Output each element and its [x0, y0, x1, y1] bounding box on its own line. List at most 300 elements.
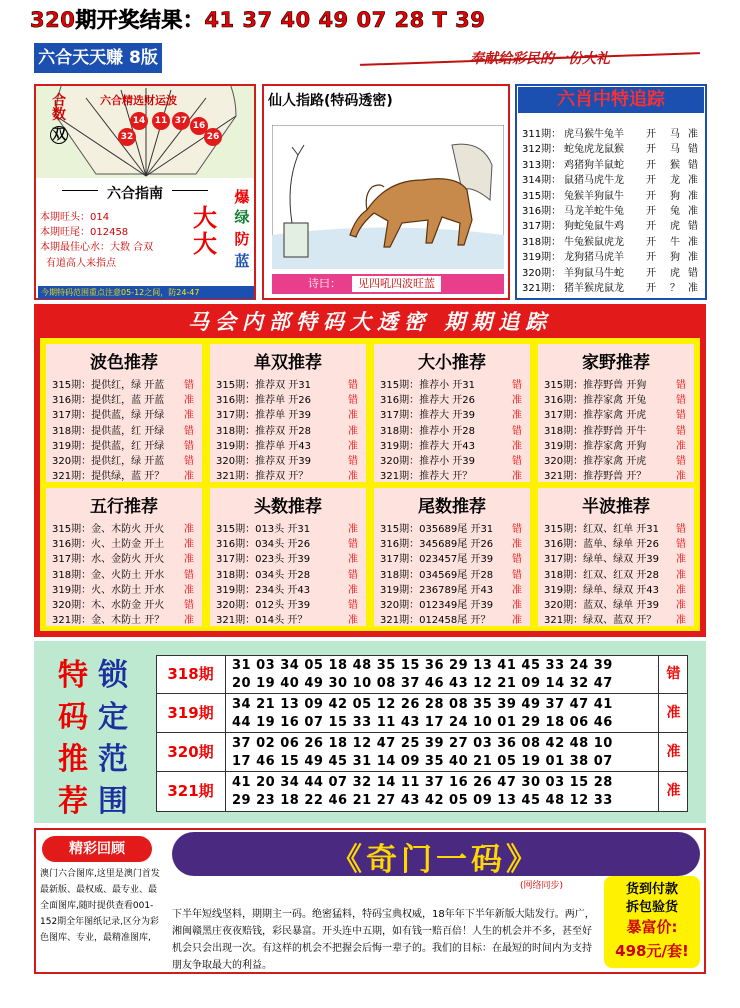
six-zodiac-cell: 315期：	[522, 190, 562, 202]
card-title: 五行推荐	[90, 497, 158, 517]
six-zodiac-cell: 马	[670, 129, 680, 140]
card-row-result: 准	[676, 615, 686, 627]
six-zodiac-row	[522, 125, 704, 140]
card-row-result: 准	[184, 554, 194, 566]
card-row	[544, 596, 694, 611]
card-row-text: 319期：234头 开43	[216, 584, 311, 596]
lock-numbers: 41 20 34 44 07 32 14 11 37 16 26 47 30 03 15 28	[232, 775, 613, 790]
card-row-text: 319期：火、水防土 开水	[52, 584, 165, 596]
card-title: 单双推荐	[254, 353, 322, 373]
lock-char: 范	[98, 742, 128, 777]
card-row	[216, 535, 366, 550]
card-row-text: 321期：012458尾 开？	[380, 615, 491, 627]
card-row	[544, 437, 694, 452]
card-row-result: 错	[512, 425, 522, 437]
card-row	[52, 376, 202, 391]
card-row-text: 318期：推荐野兽 开牛	[544, 425, 647, 437]
card-row	[544, 406, 694, 421]
card-row	[216, 596, 366, 611]
lock-numbers: 17 46 15 49 45 31 14 09 35 40 21 05 19 01 38 07	[232, 754, 613, 769]
lock-char: 特	[58, 658, 88, 693]
fan-ball: 16	[190, 117, 208, 135]
card-row	[544, 581, 694, 596]
six-zodiac-cell: 开	[646, 252, 656, 264]
six-zodiac-cell: 准	[688, 129, 698, 140]
lock-numbers: 37 02 06 26 18 12 47 25 39 27 03 36 08 42 48 10	[232, 736, 613, 751]
card-row-result: 错	[348, 380, 358, 391]
card-row	[52, 566, 202, 581]
recommend-card	[538, 344, 694, 482]
cod-line: 货到付款	[625, 882, 678, 897]
card-row-result: 准	[512, 410, 522, 422]
card-row-text: 315期：提供红，绿 开蓝	[52, 380, 165, 391]
fan-title: 六合精选财运波	[100, 94, 177, 107]
card-row-text: 315期：推荐野兽 开狗	[544, 380, 647, 391]
big-character	[190, 205, 220, 257]
card-row-result: 错	[348, 600, 358, 611]
lock-result: 准	[658, 733, 688, 772]
lock-result: 准	[658, 694, 688, 733]
card-row-text: 315期：推荐小 开31	[380, 380, 475, 391]
price-label: 暴富价:	[626, 918, 678, 936]
card-row-text: 321期：014头 开？	[216, 615, 308, 627]
six-zodiac-cell: 兔	[670, 206, 680, 217]
card-row-result: 错	[512, 569, 522, 581]
six-zodiac-cell: 马龙羊蛇牛兔	[564, 206, 624, 217]
poem-text: 见四吼四波旺蓝	[352, 276, 441, 292]
card-row-text: 316期：火、土防金 开土	[52, 539, 165, 551]
card-row-result: 错	[676, 456, 686, 467]
six-zodiac-title: 六肖中特追踪	[518, 87, 704, 113]
side-char: 爆	[234, 188, 250, 206]
card-row	[52, 535, 202, 550]
card-row-text: 320期：木、水防金 开火	[52, 600, 165, 611]
card-row-result: 准	[512, 615, 522, 627]
horse-illustration	[272, 125, 504, 269]
six-zodiac-cell: 虎马猴牛兔羊	[564, 129, 624, 140]
card-row-text: 321期：推荐大 开？	[380, 471, 473, 483]
card-row-result: 准	[676, 600, 686, 611]
card-row-result: 错	[184, 569, 194, 581]
card-row	[216, 452, 366, 467]
card-row	[52, 422, 202, 437]
card-row	[380, 422, 530, 437]
card-row-result: 准	[348, 471, 358, 483]
six-zodiac-row	[522, 279, 704, 294]
card-title: 半波推荐	[582, 497, 650, 517]
card-row-result: 准	[676, 554, 686, 566]
card-row-result: 错	[184, 600, 194, 611]
six-zodiac-cell: 313期：	[522, 159, 562, 171]
six-zodiac-cell: 龙	[670, 175, 680, 187]
lock-row	[156, 694, 688, 733]
guide-note: 今期特码范围重点注意05-12之间，防24-47	[38, 286, 254, 299]
six-zodiac-cell: 312期：	[522, 144, 562, 156]
card-row	[380, 596, 530, 611]
horse-icon	[272, 125, 504, 269]
card-row-text: 320期：推荐小 开39	[380, 456, 475, 467]
six-zodiac-cell: 准	[688, 175, 698, 187]
card-row-result: 错	[184, 440, 194, 452]
guide-row: 有道高人来指点	[46, 258, 116, 269]
six-zodiac-cell: 龙狗猪马虎羊	[564, 252, 624, 264]
card-row-result: 准	[184, 395, 194, 407]
review-text: 澳门六合图库,这里是澳门首发最新版、最权威、最专业、最全面图库,随时提供查看001-152期全年图纸记录,区分为彩色图库、专业，最精准图库,	[40, 869, 160, 943]
card-row-text: 320期：012头 开39	[216, 600, 311, 611]
card-row-text: 318期：推荐双 开28	[216, 425, 311, 437]
card-row-text: 319期：推荐单 开43	[216, 440, 311, 452]
six-zodiac-row	[522, 217, 704, 232]
recommend-card	[374, 488, 530, 626]
inner-title: 马会内部特码大透密 期期追踪	[187, 309, 553, 334]
card-title: 头数推荐	[254, 497, 322, 517]
card-row	[544, 535, 694, 550]
card-row-text: 317期：水、金防火 开火	[52, 554, 165, 566]
lock-period: 321期	[156, 772, 226, 811]
lock-char: 荐	[58, 784, 88, 819]
card-row	[216, 611, 366, 626]
qimen-sync: (网络同步)	[520, 881, 564, 891]
card-row	[216, 376, 366, 391]
card-row-result: 错	[184, 380, 194, 391]
card-row-text: 316期：345689尾 开26	[380, 539, 494, 551]
six-zodiac-row	[522, 264, 704, 279]
results-header	[0, 0, 740, 34]
card-row-result: 准	[676, 584, 686, 596]
six-zodiac-cell: 猴	[670, 159, 680, 171]
card-row-result: 错	[676, 380, 686, 391]
lock-result: 错	[658, 655, 688, 694]
card-row-text: 316期：推荐单 开26	[216, 395, 311, 407]
card-row-text: 315期：013头 开31	[216, 524, 311, 535]
six-zodiac-cell: 错	[688, 221, 698, 233]
card-row-result: 准	[184, 615, 194, 627]
six-zodiac-cell: 羊狗鼠马牛蛇	[564, 267, 624, 279]
card-row-text: 320期：提供红，绿 开蓝	[52, 456, 165, 467]
lock-numbers: 44 19 16 07 15 33 11 43 17 24 10 01 29 18 06 46	[232, 715, 613, 730]
card-row-result: 准	[184, 471, 194, 483]
card-row-text: 315期：推荐双 开31	[216, 380, 311, 391]
six-zodiac-cell: 开	[646, 206, 656, 217]
six-zodiac-cell: 牛兔猴鼠虎龙	[564, 236, 624, 248]
card-row	[216, 467, 366, 482]
six-zodiac-cell: 准	[688, 283, 698, 294]
six-zodiac-cell: 狗蛇兔鼠牛鸡	[564, 221, 624, 233]
recommend-card	[538, 488, 694, 626]
card-row	[52, 520, 202, 535]
fairy-title: 仙人指路(特码透密)	[268, 93, 393, 109]
lock-numbers: 20 19 40 49 30 10 08 37 46 43 12 21 09 14 32 47	[232, 676, 613, 691]
card-row-result: 错	[348, 569, 358, 581]
card-row-text: 320期：推荐双 开39	[216, 456, 311, 467]
six-zodiac-cell: 鼠猪马虎牛龙	[564, 175, 624, 187]
card-title: 尾数推荐	[418, 497, 486, 517]
six-zodiac-cell: 开	[646, 190, 656, 202]
card-row-result: 准	[348, 584, 358, 596]
card-row-result: 错	[512, 380, 522, 391]
card-row	[380, 437, 530, 452]
review-badge: 精彩回顾	[42, 836, 152, 862]
card-row-result: 准	[348, 615, 358, 627]
card-row	[52, 611, 202, 626]
lock-char: 码	[58, 700, 88, 735]
side-char: 防	[234, 230, 250, 248]
recommend-card	[210, 344, 366, 482]
cod-line: 拆包验货	[625, 900, 678, 915]
card-row	[216, 391, 366, 406]
card-row-text: 320期：012349尾 开39	[380, 600, 494, 611]
card-row-result: 准	[676, 569, 686, 581]
recommend-card	[210, 488, 366, 626]
version-badge: 六合天天赚 8版	[34, 43, 162, 73]
six-zodiac-cell: 开	[646, 129, 656, 140]
fan-ball: 14	[130, 112, 148, 130]
card-row-text: 318期：提供蓝，红 开绿	[52, 425, 165, 437]
card-row	[216, 550, 366, 565]
six-zodiac-cell: 猪羊猴虎鼠龙	[564, 283, 624, 294]
card-row-text: 321期：金、木防土 开？	[52, 615, 165, 627]
card-row	[52, 406, 202, 421]
card-row-result: 准	[184, 539, 194, 551]
card-title: 大小推荐	[418, 353, 486, 373]
card-row-text: 317期：推荐单 开39	[216, 410, 311, 422]
six-zodiac-cell: 316期：	[522, 206, 562, 217]
card-row-result: 错	[348, 456, 358, 467]
six-zodiac-cell: 马	[670, 144, 680, 156]
six-zodiac-row	[522, 187, 704, 202]
card-row-text: 319期：推荐家禽 开狗	[544, 440, 647, 452]
card-row-result: 准	[184, 524, 194, 535]
guide-row: 本期旺头：014	[40, 212, 110, 223]
card-row-text: 317期：绿单、绿双 开39	[544, 554, 659, 566]
card-row-text: 316期：推荐大 开26	[380, 395, 475, 407]
slogan: 奉献给彩民的一份大礼	[470, 51, 610, 67]
six-zodiac-cell: 开	[646, 144, 656, 156]
lock-numbers: 34 21 13 09 42 05 12 26 28 08 35 39 49 37 47 41	[232, 697, 613, 712]
card-row-result: 准	[348, 410, 358, 422]
card-row	[216, 422, 366, 437]
six-zodiac-cell: 320期：	[522, 267, 562, 279]
card-row-text: 315期：红双、红单 开31	[544, 524, 659, 535]
lock-char: 推	[58, 742, 88, 777]
card-row-result: 准	[348, 425, 358, 437]
card-title: 家野推荐	[582, 353, 650, 373]
qimen-description: 下半年短线坚料，期期主一码。绝密猛料，特码宝典权威，18年年下半年新版大陆发行。两广，湘闽赣黑庄夜夜赔钱，彩民暴富。开头连中五期，如有钱一赔百倍！人生的机会并不多，甚至好机会只会出现一次。有这样的机会不把握会后悔一辈子的。我们的目标：在最短的时间内为支持朋友争取最大的利益。	[172, 909, 595, 971]
card-row	[544, 422, 694, 437]
lock-period: 318期	[156, 655, 226, 694]
six-zodiac-cell: 321期：	[522, 283, 562, 294]
results-line: 320期开奖结果：41 37 40 49 07 28 T 39	[30, 8, 486, 32]
lock-period: 320期	[156, 733, 226, 772]
six-zodiac-cell: 错	[688, 159, 698, 171]
six-zodiac-cell: 开	[646, 221, 656, 233]
six-zodiac-cell: 开	[646, 175, 656, 187]
card-row-result: 错	[512, 524, 522, 535]
recommend-card	[374, 344, 530, 482]
card-row-result: 错	[184, 456, 194, 467]
six-zodiac-cell: 开	[646, 236, 656, 248]
lock-row	[156, 733, 688, 772]
six-zodiac-cell: 准	[688, 236, 698, 248]
heshu-text: 合数	[52, 93, 66, 123]
card-row-text: 320期：蓝双、绿单 开39	[544, 600, 659, 611]
lock-numbers: 31 03 34 05 18 48 35 15 36 29 13 41 45 33 24 39	[232, 658, 613, 673]
card-row-text: 319期：236789尾 开43	[380, 584, 494, 596]
card-row	[216, 437, 366, 452]
six-zodiac-row	[522, 202, 704, 217]
six-zodiac-cell: 狗	[670, 252, 680, 264]
card-title: 波色推荐	[90, 353, 158, 373]
card-row-text: 321期：推荐双 开？	[216, 471, 309, 483]
card-row-result: 错	[676, 395, 686, 407]
card-row	[380, 535, 530, 550]
card-row-text: 319期：提供蓝，红 开绿	[52, 440, 165, 452]
card-row	[216, 520, 366, 535]
fan-ball: 26	[204, 128, 222, 146]
lock-char: 围	[98, 784, 128, 819]
card-row-result: 准	[512, 539, 522, 551]
card-row	[544, 520, 694, 535]
card-row-result: 错	[184, 425, 194, 437]
card-row-result: 错	[676, 410, 686, 422]
card-row-text: 320期：推荐家禽 开虎	[544, 456, 647, 467]
six-zodiac-cell: 319期：	[522, 252, 562, 264]
card-row	[380, 611, 530, 626]
card-row-text: 321期：提供绿，蓝 开？	[52, 471, 165, 483]
card-row-result: 准	[348, 440, 358, 452]
lock-result: 准	[658, 772, 688, 811]
side-char: 绿	[234, 208, 250, 226]
poem-bar	[272, 274, 504, 294]
card-row-text: 321期：推荐野兽 开？	[544, 471, 647, 483]
big-char: 大	[193, 204, 217, 232]
card-row-text: 317期：023457尾 开39	[380, 554, 494, 566]
six-zodiac-row	[522, 233, 704, 248]
six-zodiac-cell: 准	[688, 190, 698, 202]
card-row-text: 316期：蓝单、绿单 开26	[544, 539, 659, 551]
card-row	[544, 376, 694, 391]
price-value: 498元/套!	[615, 942, 689, 960]
heshu-sub: 双	[52, 127, 66, 143]
guide-row: 本期旺尾：012458	[40, 227, 129, 238]
card-row	[216, 566, 366, 581]
six-zodiac-cell: 准	[688, 206, 698, 217]
card-row	[52, 550, 202, 565]
lock-row	[156, 772, 688, 811]
card-row	[216, 406, 366, 421]
card-row	[380, 550, 530, 565]
side-char: 蓝	[234, 252, 250, 270]
six-zodiac-cell: 鸡猪狗羊鼠蛇	[564, 159, 624, 171]
lock-char: 定	[98, 700, 128, 735]
six-zodiac-cell: 开	[646, 159, 656, 171]
six-zodiac-cell: 兔猴羊狗鼠牛	[564, 190, 624, 202]
card-row-result: 错	[676, 524, 686, 535]
card-row	[380, 391, 530, 406]
card-row-result: 准	[676, 471, 686, 483]
card-row-result: 准	[348, 524, 358, 535]
card-row	[380, 452, 530, 467]
fan-ball: 11	[152, 112, 170, 130]
card-row	[52, 596, 202, 611]
card-row-text: 318期：034569尾 开28	[380, 569, 494, 581]
card-row	[52, 437, 202, 452]
qimen-title: 《奇门一码》	[331, 842, 541, 878]
fan-ball: 37	[172, 112, 190, 130]
card-row	[52, 581, 202, 596]
card-row-text: 316期：推荐家禽 开兔	[544, 395, 647, 407]
card-row	[544, 452, 694, 467]
card-row-text: 318期：红双、红双 开28	[544, 569, 659, 581]
card-row-text: 316期：提供红，蓝 开蓝	[52, 395, 165, 407]
six-zodiac-cell: 蛇兔虎龙鼠猴	[564, 144, 624, 156]
poem-label: 诗曰：	[308, 277, 341, 290]
card-row-result: 准	[184, 584, 194, 596]
card-row-result: 准	[512, 471, 522, 483]
six-zodiac-row	[522, 248, 704, 263]
recommend-card	[46, 344, 202, 482]
card-row-result: 错	[676, 539, 686, 551]
card-row-text: 317期：推荐大 开39	[380, 410, 475, 422]
card-row-result: 准	[512, 584, 522, 596]
six-zodiac-cell: 开	[646, 283, 656, 294]
card-row-text: 316期：034头 开26	[216, 539, 311, 551]
card-row-text: 317期：推荐家禽 开虎	[544, 410, 647, 422]
six-zodiac-cell: 准	[688, 252, 698, 264]
card-row	[380, 406, 530, 421]
lock-period: 319期	[156, 694, 226, 733]
card-row	[544, 566, 694, 581]
card-row	[216, 581, 366, 596]
six-zodiac-cell: 311期：	[522, 129, 562, 140]
card-row-result: 准	[512, 395, 522, 407]
card-row-result: 准	[184, 410, 194, 422]
card-row-text: 317期：提供蓝，绿 开绿	[52, 410, 165, 422]
six-zodiac-cell: 虎	[670, 267, 680, 279]
lock-char: 锁	[98, 658, 128, 693]
six-zodiac-cell: 虎	[670, 221, 680, 233]
card-row	[52, 391, 202, 406]
card-row-text: 319期：绿单、绿双 开43	[544, 584, 659, 596]
card-row	[380, 467, 530, 482]
six-zodiac-cell: 318期：	[522, 236, 562, 248]
card-row-result: 错	[348, 539, 358, 551]
card-row	[380, 376, 530, 391]
card-row	[544, 391, 694, 406]
card-row	[52, 452, 202, 467]
recommend-card	[46, 488, 202, 626]
card-row	[380, 520, 530, 535]
lock-numbers: 29 23 18 22 46 21 27 43 42 05 09 13 45 48 12 33	[232, 793, 613, 808]
card-row-result: 准	[676, 440, 686, 452]
guide-title: 六合指南	[107, 186, 163, 202]
card-row-result: 准	[512, 600, 522, 611]
card-row-result: 错	[348, 395, 358, 407]
six-zodiac-row	[522, 171, 704, 186]
card-row-result: 错	[676, 425, 686, 437]
card-row	[544, 550, 694, 565]
fan-ball: 32	[118, 128, 136, 146]
six-zodiac-cell: ？	[670, 283, 680, 294]
card-row	[52, 467, 202, 482]
card-row-text: 315期：035689尾 开31	[380, 524, 494, 535]
big-char: 大	[193, 230, 217, 258]
lock-row	[156, 655, 688, 694]
card-row	[544, 611, 694, 626]
six-zodiac-cell: 317期：	[522, 221, 562, 233]
card-row-text: 321期：绿双、蓝双 开？	[544, 615, 657, 627]
heshu-label	[46, 94, 72, 144]
